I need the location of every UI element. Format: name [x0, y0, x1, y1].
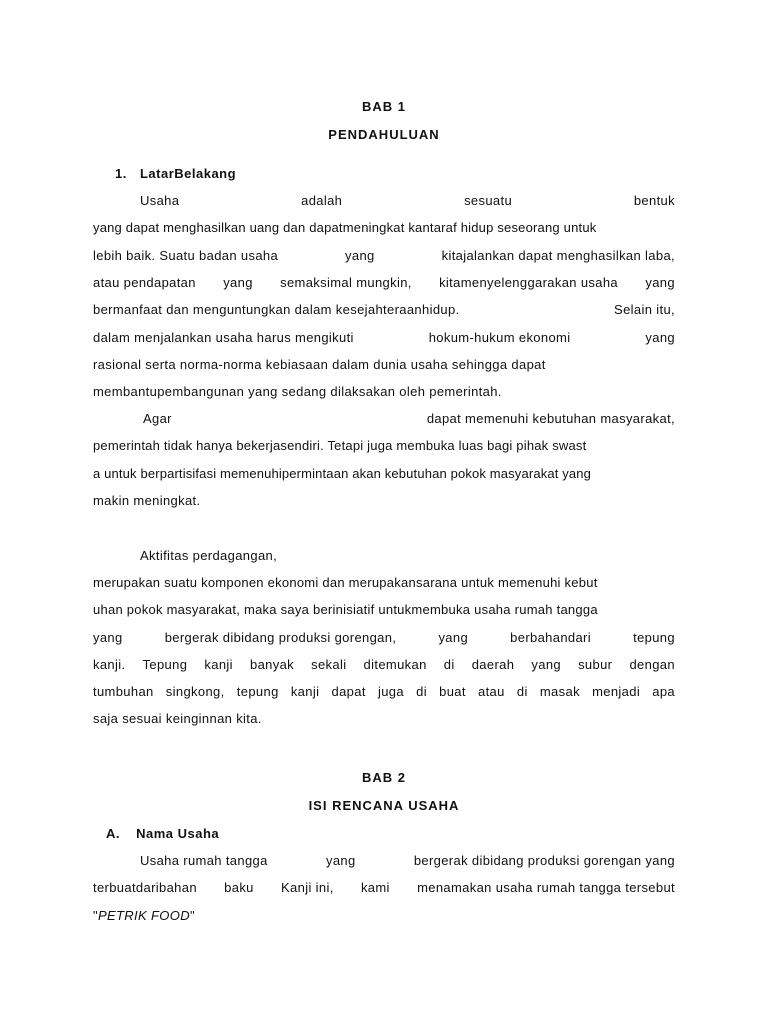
text-segment: baku [224, 880, 254, 895]
chapter-title: BAB 1 [361, 99, 406, 114]
text-segment: kanji [204, 657, 233, 672]
text-segment: menamakan usaha rumah tangga tersebut [417, 880, 675, 895]
section-title: LatarBelakang [139, 166, 237, 181]
paragraph-line: yang dapat menghasilkan uang dan dapatmeningkat kantaraf hidup seseorang untuk [93, 220, 597, 235]
paragraph-line: rasional serta norma-norma kebiasaan dalam dunia usaha sehingga dapat [93, 357, 546, 372]
text-segment: sekali [311, 657, 347, 672]
text-segment: hokum-hukum ekonomi [428, 330, 571, 345]
paragraph-line: pemerintah tidak hanya bekerjasendiri. Tetapi juga membuka luas bagi pihak swast [93, 438, 587, 453]
text-segment: subur [578, 657, 613, 672]
text-segment: kanji. [93, 657, 126, 672]
text-segment: dalam menjalankan usaha harus mengikuti [93, 330, 354, 345]
text-segment: semaksimal mungkin, [280, 275, 412, 290]
section-number: 1. [115, 166, 127, 181]
paragraph-line [143, 411, 675, 427]
text-segment: kitajalankan dapat menghasilkan laba, [441, 248, 675, 263]
subsection-label: A. [106, 826, 120, 841]
text-segment: bergerak dibidang produksi gorengan yang [413, 853, 675, 868]
text-segment: atau [478, 684, 505, 699]
text-segment: yang [645, 275, 675, 290]
paragraph-line: saja sesuai keinginnan kita. [93, 711, 262, 726]
text-segment: sesuatu [464, 193, 513, 208]
subsection-heading [106, 826, 406, 842]
business-name-line [93, 908, 675, 924]
text-segment: daerah [471, 657, 515, 672]
text-segment: kanji [290, 684, 320, 699]
section-heading [115, 166, 415, 182]
quote-open: " [93, 908, 98, 923]
text-segment: juga [377, 684, 404, 699]
paragraph-line [93, 880, 675, 896]
chapter-title: BAB 2 [361, 770, 406, 785]
paragraph-line [93, 657, 675, 673]
text-segment: di [416, 684, 427, 699]
text-segment: adalah [301, 193, 343, 208]
text-segment: di [443, 657, 455, 672]
paragraph-line [93, 302, 675, 318]
text-segment: tepung [236, 684, 279, 699]
text-segment: yang [93, 630, 123, 645]
text-segment: tumbuhan [93, 684, 154, 699]
text-segment: atau pendapatan [93, 275, 196, 290]
text-segment: Selain itu, [614, 302, 675, 317]
paragraph-line [93, 248, 675, 264]
text-segment: yang [325, 853, 356, 868]
text-segment: bermanfaat dan menguntungkan dalam kesejahteraanhidup. [93, 302, 460, 317]
text-segment: dengan [629, 657, 675, 672]
paragraph-line [93, 330, 675, 346]
chapter-subtitle: PENDAHULUAN [328, 127, 440, 142]
paragraph-line [93, 684, 675, 700]
text-segment: berbahandari [510, 630, 591, 645]
paragraph-line: merupakan suatu komponen ekonomi dan merupakansarana untuk memenuhi kebut [93, 575, 598, 590]
chapter-subtitle: ISI RENCANA USAHA [308, 798, 460, 813]
text-segment: Usaha [140, 193, 180, 208]
paragraph-line [140, 193, 675, 209]
text-segment: Agar [143, 411, 172, 426]
text-segment: Usaha rumah tangga [140, 853, 268, 868]
text-segment: tepung [633, 630, 675, 645]
text-segment: yang [223, 275, 253, 290]
text-segment: kami [360, 880, 390, 895]
quote-close: " [189, 908, 195, 923]
text-segment: yang [645, 330, 675, 345]
text-segment: menjadi [592, 684, 641, 699]
text-segment: apa [652, 684, 675, 699]
subsection-title: Nama Usaha [136, 826, 220, 841]
text-segment: terbuatdaribahan [93, 880, 197, 895]
text-segment: bentuk [633, 193, 675, 208]
text-segment: masak [539, 684, 580, 699]
paragraph-line [93, 630, 675, 646]
text-segment: ditemukan [363, 657, 427, 672]
text-segment: buat [439, 684, 466, 699]
business-name: PETRIK FOOD [97, 908, 190, 923]
text-segment: singkong, [165, 684, 225, 699]
paragraph-line [140, 853, 675, 869]
text-segment: Kanji ini, [281, 880, 334, 895]
text-segment: banyak [249, 657, 295, 672]
paragraph-line: a untuk berpartisifasi memenuhipermintaan akan kebutuhan pokok masyarakat yang [93, 466, 592, 481]
paragraph-line [93, 275, 675, 291]
paragraph-line: Aktifitas perdagangan, [140, 548, 278, 563]
text-segment: di [516, 684, 528, 699]
text-segment: yang [531, 657, 561, 672]
text-segment: kitamenyelenggarakan usaha [439, 275, 619, 290]
paragraph-line: uhan pokok masyarakat, maka saya berinisiatif untukmembuka usaha rumah tangga [93, 602, 598, 617]
paragraph-line: membantupembangunan yang sedang dilaksakan oleh pemerintah. [93, 384, 502, 399]
text-segment: Tepung [142, 657, 188, 672]
text-segment: dapat [331, 684, 366, 699]
text-segment: dapat memenuhi kebutuhan masyarakat, [426, 411, 675, 426]
text-segment: lebih baik. Suatu badan usaha [93, 248, 279, 263]
paragraph-line: makin meningkat. [93, 493, 201, 508]
text-segment: yang [438, 630, 469, 645]
text-segment: yang [345, 248, 375, 263]
text-segment: bergerak dibidang produksi gorengan, [164, 630, 397, 645]
